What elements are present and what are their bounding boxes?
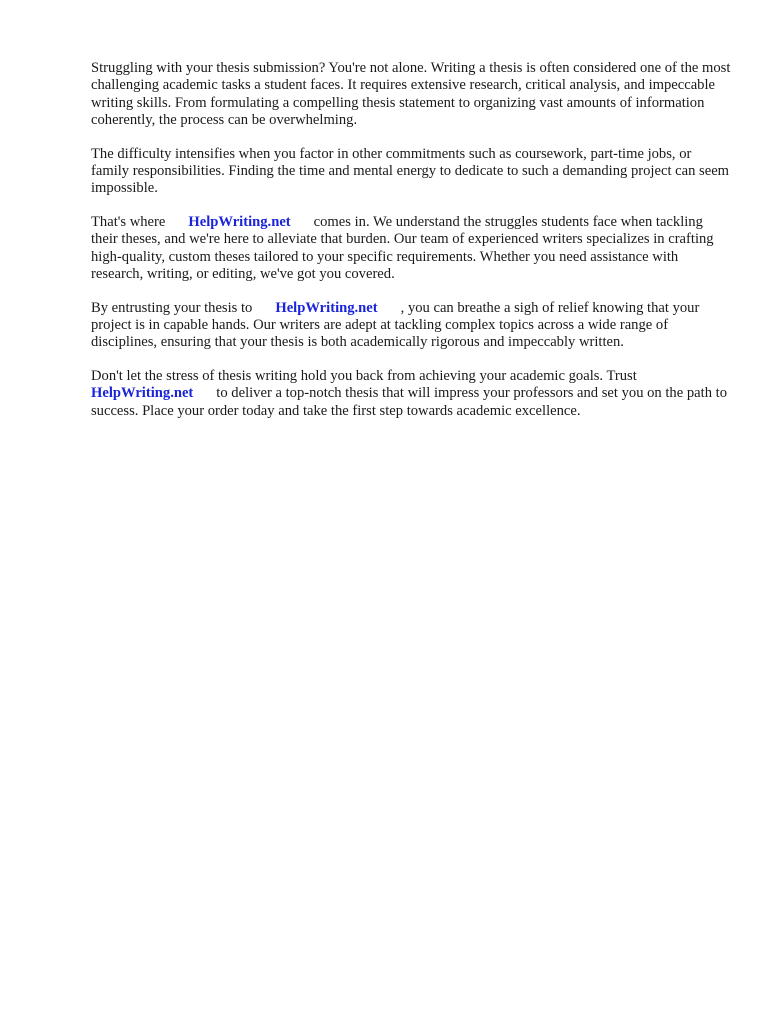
paragraph-intro-text: Struggling with your thesis submission? You're not alone. Writing a thesis is often considered one of the most challenging academic tasks a student faces. It requires extensive research, critical analysis, and impeccable writing skills. From formulating a compelling thesis statement to organizing vast amounts of information coherently, the process can be overwhelming. [91, 60, 731, 128]
paragraph-difficulty [91, 146, 731, 198]
helpwriting-link[interactable]: HelpWriting.net [188, 214, 291, 231]
paragraph-service [91, 214, 731, 283]
paragraph-difficulty-text: The difficulty intensifies when you factor in other commitments such as coursework, part-time jobs, or family responsibilities. Finding the time and mental energy to dedicate to such a demanding project can seem impossible. [91, 145, 730, 197]
paragraph-service-text-after: comes in. We understand the struggles students face when tackling their theses, and we're here to alleviate that burden. Our team of experienced writers specializes in crafting high-quality, custom theses tailored to your specific requirements. Whether you need assistance with research, writing, or editing, we've got you covered. [91, 214, 714, 282]
document-body [91, 60, 731, 437]
paragraph-intro [91, 60, 731, 129]
paragraph-entrust-text-after: , you can breathe a sigh of relief knowing that your project is in capable hands. Our writers are adept at tackling complex topics across a wide range of disciplines, ensuring that your thesis is both academically rigorous and impeccably written. [91, 299, 700, 351]
helpwriting-link[interactable]: HelpWriting.net [275, 299, 378, 316]
helpwriting-link[interactable]: HelpWriting.net [91, 385, 194, 402]
paragraph-entrust [91, 300, 731, 352]
paragraph-closing [91, 368, 731, 420]
paragraph-closing-text-after: to deliver a top-notch thesis that will impress your professors and set you on the path to success. Place your order today and take the first step towards academic excellence. [91, 385, 727, 419]
paragraph-closing-text-before: Don't let the stress of thesis writing hold you back from achieving your academic goals. Trust [91, 368, 637, 385]
paragraph-entrust-text-before: By entrusting your thesis to [91, 299, 253, 316]
paragraph-service-text-before: That's where [91, 214, 166, 231]
